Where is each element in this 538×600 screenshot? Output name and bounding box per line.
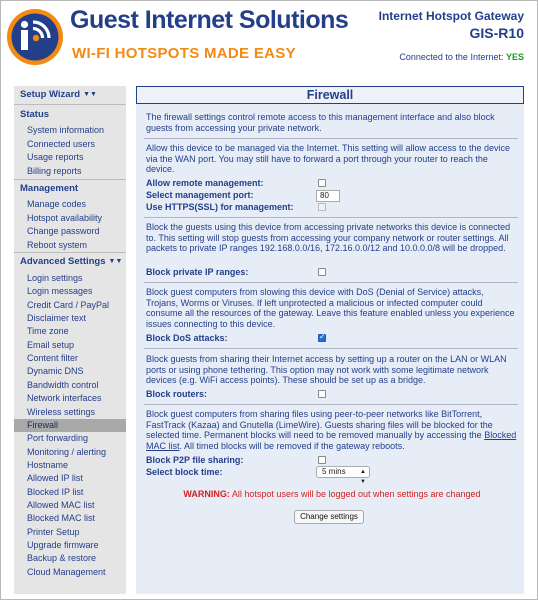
connection-status-value: YES [505, 52, 524, 62]
wifi-logo-icon [6, 8, 64, 66]
brand-name: Guest Internet Solutions [70, 6, 349, 34]
sidebar-item-disclaimer-text[interactable]: Disclaimer text [27, 313, 87, 324]
sidebar-section-status: Status [20, 109, 50, 120]
management-port-input[interactable]: 80 [316, 190, 340, 202]
sidebar-item-email-setup[interactable]: Email setup [27, 339, 75, 350]
allow-remote-management-label: Allow remote management: [146, 178, 264, 188]
double-chevron-down-icon: ▼▼ [108, 258, 123, 265]
remote-management-description: Allow this device to be managed via the Internet. This setting will allow access to the device via the WAN port. You may still have to forward a port through your router to reach the device. [146, 143, 511, 175]
block-time-label: Select block time: [146, 467, 223, 477]
section-divider [144, 282, 518, 283]
sidebar-item-monitoring-alerting[interactable]: Monitoring / alerting [27, 446, 107, 457]
use-https-label: Use HTTPS(SSL) for management: [146, 202, 294, 212]
warning-prefix: WARNING: [183, 489, 230, 499]
sidebar-item-cloud-management[interactable]: Cloud Management [27, 566, 106, 577]
sidebar-nav [14, 86, 126, 594]
sidebar-item-network-interfaces[interactable]: Network interfaces [27, 393, 102, 404]
sidebar-item-firewall[interactable]: Firewall [14, 419, 126, 432]
allow-remote-management-checkbox[interactable] [318, 179, 326, 187]
routers-description: Block guests from sharing their Internet access by setting up a router on the LAN or WLAN ports or using phone tethering. This option may not work with some legitimate network devices (e.g. WiFi access points). These should be set up as a bridge. [146, 354, 507, 386]
block-time-value: 5 mins [322, 467, 346, 476]
firewall-intro-text: The firewall settings control remote access to this management interface and also block guests from accessing your private network. [146, 112, 495, 133]
block-p2p-checkbox[interactable] [318, 456, 326, 464]
sidebar-item-usage-reports[interactable]: Usage reports [27, 152, 84, 162]
advanced-settings-label: Advanced Settings [20, 256, 106, 267]
connection-status [399, 52, 524, 62]
section-divider [144, 348, 518, 349]
sidebar-item-credit-card-paypal[interactable]: Credit Card / PayPal [27, 299, 110, 310]
section-divider [144, 404, 518, 405]
sidebar-item-port-forwarding[interactable]: Port forwarding [27, 433, 89, 444]
sidebar-section-management: Management [20, 183, 79, 194]
sidebar-item-change-password[interactable]: Change password [27, 226, 100, 236]
nav-divider [14, 252, 126, 253]
p2p-description-text-end: . All timed blocks will be removed if the gateway reboots. [179, 441, 405, 452]
page-title: Firewall [136, 86, 524, 104]
sidebar-item-backup-restore[interactable]: Backup & restore [27, 553, 97, 564]
sidebar-item-system-information[interactable]: System information [27, 125, 105, 135]
blocked-mac-list-link[interactable]: Blocked MAC list [146, 430, 517, 452]
sidebar-item-login-settings[interactable]: Login settings [27, 273, 83, 283]
p2p-description [146, 409, 518, 452]
brand-tagline: WI-FI HOTSPOTS MADE EASY [72, 45, 296, 62]
use-https-checkbox[interactable] [318, 203, 326, 211]
sidebar-item-upgrade-firmware[interactable]: Upgrade firmware [27, 540, 99, 550]
private-ip-description: Block the guests using this device from accessing private networks this device is connected to. This setting will stop guests from accessing your company network or router settings. All packets to private IP ranges 192.168.0.0/16, 172.16.0.0/12 and 10.0.0.0/8 will be dropped. [146, 222, 511, 254]
sidebar-item-allowed-ip-list[interactable]: Allowed IP list [27, 473, 83, 484]
block-routers-checkbox[interactable] [318, 390, 326, 398]
connection-label: Connected to the Internet: [399, 52, 504, 62]
sidebar-item-manage-codes[interactable]: Manage codes [27, 199, 87, 209]
nav-divider [14, 179, 126, 180]
warning-text: All hotspot users will be logged out when settings are changed [229, 489, 481, 499]
sidebar-section-advanced-settings[interactable] [14, 256, 126, 268]
sidebar-item-wireless-settings[interactable]: Wireless settings [27, 406, 96, 417]
block-time-select[interactable] [316, 466, 370, 485]
sidebar-item-content-filter[interactable]: Content filter [27, 353, 79, 364]
block-routers-label: Block routers: [146, 389, 208, 399]
sidebar-item-blocked-mac-list[interactable]: Blocked MAC list [27, 513, 96, 524]
dos-description: Block guest computers from slowing this device with DoS (Denial of Service) attacks, Trojans, Worms or Viruses. If left unprotected a malicious or infected computer could consume all the resources of the gateway. Leave this feature enabled unless you experience issues connecting to this device. [146, 287, 515, 330]
select-chevron-icon: ▲ ▼ [360, 469, 366, 485]
double-chevron-down-icon: ▼▼ [83, 91, 97, 98]
sidebar-setup-wizard[interactable] [14, 89, 126, 101]
sidebar-item-dynamic-dns[interactable]: Dynamic DNS [27, 366, 84, 377]
block-private-ip-label: Block private IP ranges: [146, 267, 249, 277]
sidebar-item-bandwidth-control[interactable]: Bandwidth control [27, 379, 99, 390]
block-dos-checkbox[interactable] [318, 334, 326, 342]
firewall-panel [136, 86, 524, 594]
product-name: Internet Hotspot Gateway [378, 9, 524, 23]
sidebar-item-reboot-system[interactable]: Reboot system [27, 239, 88, 250]
nav-divider [14, 104, 126, 105]
sidebar-item-hostname[interactable]: Hostname [27, 459, 69, 470]
sidebar-item-printer-setup[interactable]: Printer Setup [27, 526, 80, 537]
sidebar-item-time-zone[interactable]: Time zone [27, 326, 69, 337]
setup-wizard-label: Setup Wizard [20, 89, 81, 100]
sidebar-item-login-messages[interactable]: Login messages [27, 286, 93, 297]
sidebar-item-billing-reports[interactable]: Billing reports [27, 165, 82, 176]
block-dos-label: Block DoS attacks: [146, 333, 228, 343]
block-p2p-label: Block P2P file sharing: [146, 455, 244, 465]
change-settings-button[interactable]: Change settings [294, 510, 364, 524]
sidebar-item-connected-users[interactable]: Connected users [27, 138, 96, 149]
block-private-ip-checkbox[interactable] [318, 268, 326, 276]
settings-warning [146, 489, 518, 500]
sidebar-item-blocked-ip-list[interactable]: Blocked IP list [27, 486, 84, 497]
p2p-description-text: Block guest computers from sharing files using peer-to-peer networks like BitTorrent, FastTrack (Kazaa) and Gnutella (LimeWire). Guests sharing files will be blocked for the selected time. Permanent blocks will need to be removed manually by accessing the [146, 409, 493, 441]
section-divider [144, 217, 518, 218]
sidebar-item-allowed-mac-list[interactable]: Allowed MAC list [27, 499, 95, 510]
section-divider [144, 138, 518, 139]
management-port-label: Select management port: [146, 190, 254, 200]
product-model: GIS-R10 [469, 25, 524, 41]
sidebar-item-hotspot-availability[interactable]: Hotspot availability [27, 212, 103, 223]
